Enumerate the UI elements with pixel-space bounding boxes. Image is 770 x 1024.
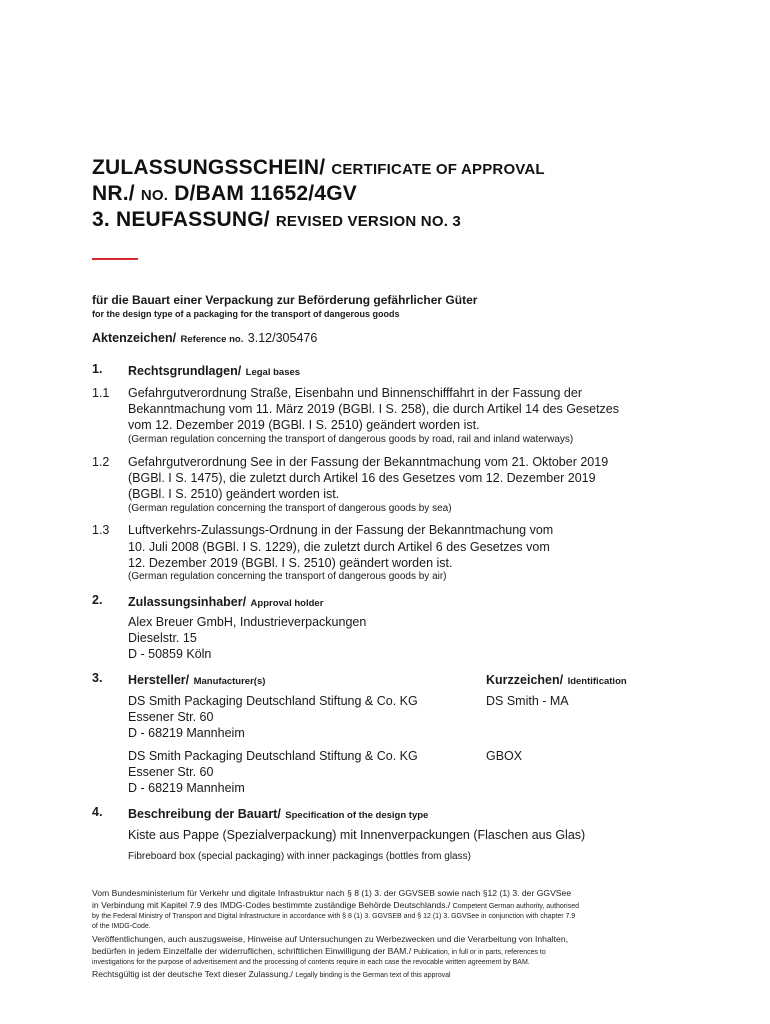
footer-legal-de: Rechtsgültig ist der deutsche Text dieser Zulassung./ (92, 969, 293, 979)
intro-de: für die Bauart einer Verpackung zur Beförderung gefährlicher Güter (92, 293, 478, 307)
identification-heading (486, 671, 627, 689)
item-1-3-line: 10. Juli 2008 (BGBl. I S. 1229), die zuletzt durch Artikel 6 des Gesetzes vom (128, 540, 550, 554)
revision-en: REVISED VERSION NO. 3 (275, 213, 461, 230)
footer-legal-line (92, 969, 451, 979)
section-4-title-en: Specification of the design type (285, 810, 429, 821)
design-type-de: Kiste aus Pappe (Spezialverpackung) mit Innenverpackungen (Flaschen aus Glas) (128, 828, 586, 842)
footer-publication-line (92, 946, 546, 956)
section-4-title-de: Beschreibung der Bauart/ (128, 807, 281, 821)
section-2-number: 2. (92, 593, 103, 607)
section-3-number: 3. (92, 671, 103, 685)
title-de: ZULASSUNGSSCHEIN/ (92, 156, 326, 179)
identification-title-en: Identification (567, 676, 627, 687)
section-2-heading (128, 593, 323, 611)
holder-line: D - 50859 Köln (128, 647, 212, 661)
identification-title-de: Kurzzeichen/ (486, 673, 564, 687)
footer-authority-line (92, 900, 579, 910)
reference-line (92, 329, 317, 347)
design-type-en: Fibreboard box (special packaging) with inner packagings (bottles from glass) (128, 851, 471, 862)
manufacturer-2-line: DS Smith Packaging Deutschland Stiftung & Co. KG (128, 749, 418, 763)
number-label-en: NO. (140, 187, 169, 204)
item-1-3-line: Luftverkehrs-Zulassungs-Ordnung in der Fassung der Bekanntmachung vom (128, 523, 554, 537)
section-4-heading (128, 805, 428, 823)
item-1-2-line: (BGBl. I S. 1475), die zuletzt durch Artikel 16 des Gesetzes vom 12. Dezember 2019 (128, 471, 596, 485)
title-en: CERTIFICATE OF APPROVAL (331, 161, 545, 178)
manufacturer-1-line: D - 68219 Mannheim (128, 726, 245, 740)
item-1-2-line: Gefahrgutverordnung See in der Fassung der Bekanntmachung vom 21. Oktober 2019 (128, 455, 609, 469)
intro-en: for the design type of a packaging for the transport of dangerous goods (92, 309, 400, 319)
item-1-1-translation: (German regulation concerning the transport of dangerous goods by road, rail and inland waterways) (128, 434, 574, 445)
section-1-heading (128, 362, 300, 380)
number-label-de: NR./ (92, 182, 135, 205)
item-1-1-line: Bekanntmachung vom 11. März 2019 (BGBl. I S. 258), die durch Artikel 14 des Gesetzes (128, 402, 619, 416)
item-1-3-translation: (German regulation concerning the transport of dangerous goods by air) (128, 571, 447, 582)
holder-line: Dieselstr. 15 (128, 631, 197, 645)
section-3-title-en: Manufacturer(s) (193, 676, 266, 687)
manufacturer-2-id: GBOX (486, 749, 523, 763)
item-1-1-number: 1.1 (92, 386, 110, 400)
manufacturer-2-line: Essener Str. 60 (128, 765, 214, 779)
section-1-title-de: Rechtsgrundlagen/ (128, 364, 242, 378)
footer-authority-line: Vom Bundesministerium für Verkehr und digitale Infrastruktur nach § 8 (1) 3. der GGVSEB sowie nach §12 (1) 3. der GGVSee (92, 888, 572, 898)
footer-authority-en: Competent German authority, authorised (452, 903, 579, 910)
footer-publication-line: investigations for the purpose of advertisement and the processing of contents require in each case the revocable written agreement by BAM. (92, 959, 530, 966)
section-2-title-de: Zulassungsinhaber/ (128, 595, 247, 609)
item-1-1-line: vom 12. Dezember 2019 (BGBl. I S. 2510) geändert worden ist. (128, 418, 480, 432)
section-3-title-de: Hersteller/ (128, 673, 190, 687)
section-2-title-en: Approval holder (250, 598, 324, 609)
footer-legal-en: Legally binding is the German text of this approval (295, 972, 451, 979)
number-value: D/BAM 11652/4GV (174, 182, 357, 205)
item-1-2-translation: (German regulation concerning the transport of dangerous goods by sea) (128, 503, 452, 514)
footer-publication-de: bedürfen in jedem Einzelfalle der widerruflichen, schriftlichen Einwilligung der BAM./ (92, 946, 412, 956)
manufacturer-2-line: D - 68219 Mannheim (128, 781, 245, 795)
section-3-heading (128, 671, 265, 689)
reference-value: 3.12/305476 (247, 331, 318, 345)
manufacturer-1-id: DS Smith - MA (486, 694, 569, 708)
item-1-3-line: 12. Dezember 2019 (BGBl. I S. 2510) geändert worden ist. (128, 556, 453, 570)
manufacturer-1-line: Essener Str. 60 (128, 710, 214, 724)
section-1-title-en: Legal bases (245, 367, 301, 378)
footer-authority-line: by the Federal Ministry of Transport and Digital Infrastructure in accordance with § 8 (1) 3. GGVSEB and § 12 (1) 3. GGVSee in conjunction with chapter 7.9 (92, 913, 576, 920)
item-1-3-number: 1.3 (92, 523, 110, 537)
reference-label-en: Reference no. (180, 334, 244, 345)
footer-authority-de: in Verbindung mit Kapitel 7.9 des IMDG-Codes bestimmte zuständige Behörde Deutschlands./ (92, 900, 451, 910)
certificate-number (92, 182, 357, 206)
section-1-number: 1. (92, 362, 103, 376)
revision-de: 3. NEUFASSUNG/ (92, 208, 270, 231)
footer-publication-line: Veröffentlichungen, auch auszugsweise, Hinweise auf Untersuchungen zu Werbezwecken und die Verarbeitung von Inhalten, (92, 934, 568, 944)
revision-line (92, 208, 461, 232)
reference-label-de: Aktenzeichen/ (92, 331, 177, 345)
item-1-1-line: Gefahrgutverordnung Straße, Eisenbahn und Binnenschifffahrt in der Fassung der (128, 386, 582, 400)
item-1-2-line: (BGBl. I S. 2510) geändert worden ist. (128, 487, 340, 501)
manufacturer-1-line: DS Smith Packaging Deutschland Stiftung & Co. KG (128, 694, 418, 708)
footer-publication-en: Publication, in full or in parts, references to (413, 949, 546, 956)
certificate-title (92, 156, 545, 180)
holder-line: Alex Breuer GmbH, Industrieverpackungen (128, 615, 367, 629)
red-divider (92, 258, 138, 260)
item-1-2-number: 1.2 (92, 455, 110, 469)
footer-authority-line: of the IMDG-Code. (92, 923, 151, 930)
section-4-number: 4. (92, 805, 103, 819)
